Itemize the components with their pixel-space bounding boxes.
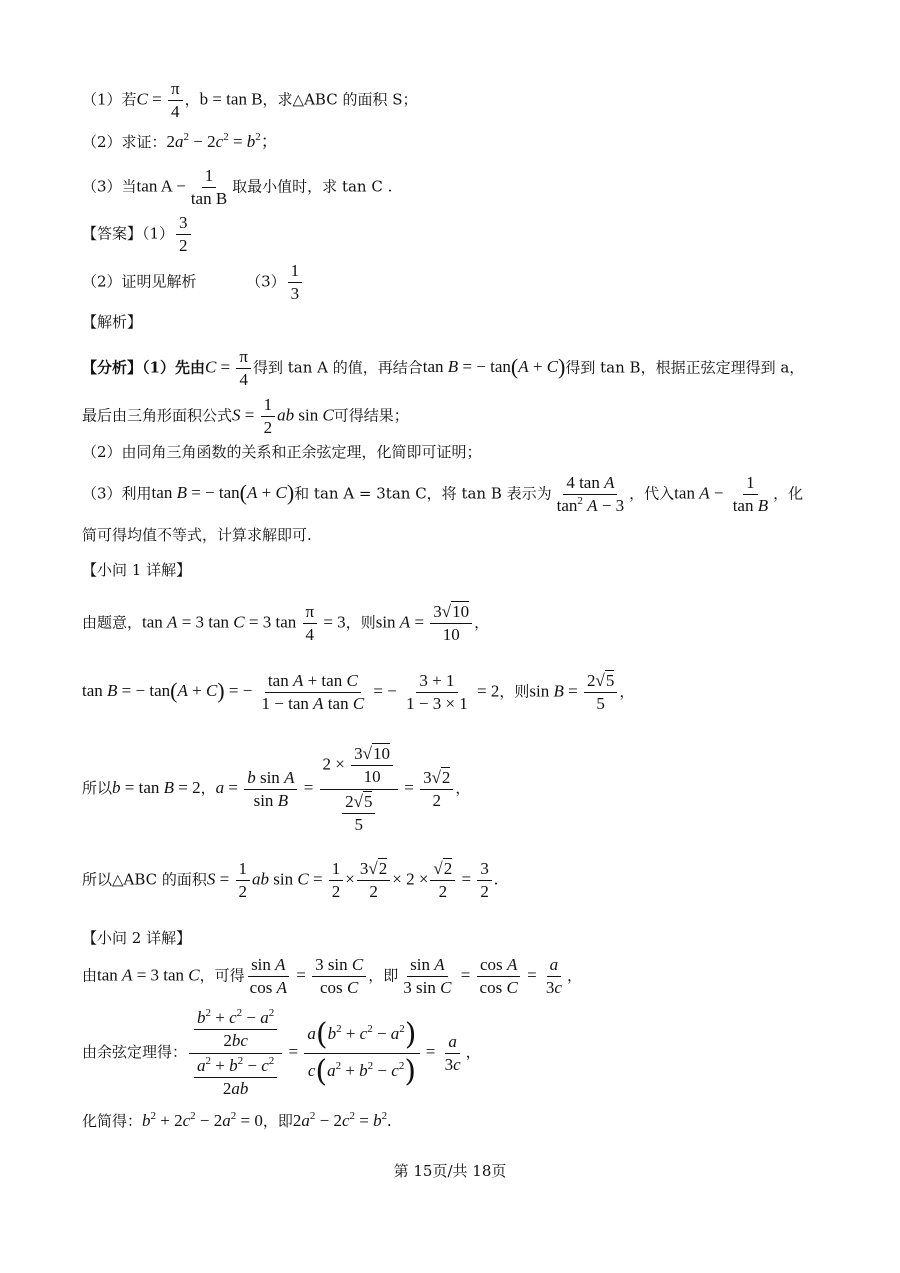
sub2-line1b: ，可得 — [199, 966, 245, 985]
q3-suffix: 取最小值时，求 tan C . — [232, 177, 393, 196]
sub1-line2: tan B = − tan(A + C) = − $\frac{\text{tan A + tan C}}{\text{1 − tan A tan C}}$ = − $\frac{3 + 1}{1 - 3 \times 1}$ = 2，则sin B = $\frac{2√5}{5}$ ， — [82, 671, 635, 713]
sub2-line2: 由余弦定理得： $\frac{\frac{b^2 + c^2 - a^2}{2bc}}{\frac{a^2 + b^2 - c^2}{2ab}}$ = $\frac{a(b^2 + c^2 - a^2)}{c(a^2 + b^2 - c^2)}$ = $\frac{a}{3c}$ ， — [82, 1007, 481, 1098]
jiexi-label: 【解析】 — [82, 313, 143, 331]
question-2-line — [82, 133, 278, 150]
q3-tan-a: tan A − — [136, 176, 186, 196]
sub1-line1: 由题意，tan A = 3 tan C = 3 tan $\frac{\pi}{4}$ = 3，则sin A = $\frac{3√10}{10}$ ， — [82, 602, 490, 644]
answer-label: 【答案】（1） — [82, 224, 175, 243]
sub2-line1c: ，即 — [368, 966, 399, 985]
analysis-1b: 得到 tan B，根据正弦定理得到 a， — [565, 358, 805, 377]
answer-2-text: （2）证明见解析 — [82, 272, 197, 291]
q3-fraction: $\frac{1}{\text{tan B}}$ — [190, 166, 228, 208]
q2-text: （2）求证： — [82, 133, 167, 151]
sub1-line1b: ，则 — [345, 613, 376, 632]
sub2-line1a: 由 — [82, 966, 98, 985]
sub2-line1: 由tan A = 3 tan C，可得 $\frac{\text{sin A}}{\text{cos A}}$ = $\frac{\text{3 sin C}}{\text{cos C}}$ ，即 $\frac{\text{sin A}}{\text{3 sin C}}$ = $\frac{\text{cos A}}{\text{cos C}}$ = $\frac{a}{3c}$ ， — [82, 955, 582, 997]
sub2-label: 【小问 2 详解】 — [82, 929, 192, 947]
sub2-line3: 化简得：$b^2 + 2c^2 - 2a^2 = 0$，即$2a^2 - 2c^2 = b^2$. — [82, 1110, 392, 1130]
sub1-label: 【小问 1 详解】 — [82, 561, 192, 579]
answer-3-label: （3） — [246, 272, 286, 291]
q1-pi-over-4: $\frac{\pi}{4}$ — [168, 80, 183, 121]
page-footer: 第 15页/共 18页 — [393, 1162, 507, 1180]
q1-ask: ，求△ABC 的面积 S； — [262, 90, 418, 109]
sub1-line4a: 所以△ABC 的面积 — [82, 870, 207, 889]
question-3-line — [82, 167, 392, 208]
analysis-1-line: 【分析】（1）先由C = $\frac{\pi}{4}$ 得到 tan A 的值，再结合tan B = − tan(A + C)得到 tan B，根据正弦定理得到 a， — [82, 347, 805, 389]
q1-var-c: C — [136, 89, 148, 109]
sub1-line3: 所以b = tan B = 2，a = $\frac{\text{b sin A}}{\text{sin B}}$ = 2 × $\frac{3√10}{10}$ $\frac{2√5}{5}$ = $\frac{3√2}{2}$ ， — [82, 744, 471, 834]
sub1-line4: 所以△ABC 的面积S = $\frac{1}{2}$ ab sin C = $\frac{1}{2}$ × $\frac{3√2}{2}$ × 2 × $\frac{√2}{2}$ = $\frac{3}{2}$ . — [82, 859, 499, 901]
q1-cond-b: b = tan B — [199, 89, 263, 109]
answer-1-fraction: $\frac{3}{2}$ — [176, 214, 191, 255]
answer-2-3-line — [82, 262, 304, 303]
sub2-line3b: ，即 — [262, 1112, 293, 1130]
analysis-3c: ，代入 — [629, 484, 675, 503]
analysis-1c: 最后由三角形面积公式 — [82, 406, 233, 425]
analysis-3b: 和 tan A = 3tan C，将 tan B 表示为 — [294, 484, 552, 503]
analysis-3-line: （3）利用tan B = − tan(A + C)和 tan A = 3tan C，将 tan B 表示为 $\frac{\text{4 tan A}}{\tan^2 A - 3}$ ，代入tan A − $\frac{1}{\text{tan B}}$ ，化 — [82, 473, 804, 515]
analysis-1a: 得到 tan A 的值，再结合 — [252, 358, 423, 377]
analysis-3d: ，化 — [773, 484, 804, 503]
sub2-line2a: 由余弦定理得： — [82, 1043, 188, 1062]
analysis-3-line2: 简可得均值不等式，计算求解即可. — [82, 526, 312, 544]
analysis-2-line: （2）由同角三角函数的关系和正余弦定理，化简即可证明； — [82, 443, 482, 461]
answer-3-fraction: $\frac{1}{3}$ — [288, 262, 303, 303]
q3-prefix: （3）当 — [82, 177, 137, 196]
q2-math: $2a^2 - 2c^2 = b^2$； — [166, 131, 278, 151]
analysis-1-line2: 最后由三角形面积公式S = $\frac{1}{2}$ ab sin C可得结果； — [82, 395, 409, 437]
sub1-line3a: 所以 — [82, 779, 113, 798]
answer-line — [82, 214, 193, 255]
analysis-3a: （3）利用 — [82, 484, 152, 503]
question-1-line: （1）若C = $\frac{\pi}{4}$ ，b = tan B，求△ABC 的面积 S； — [82, 79, 418, 121]
analysis-1d: 可得结果； — [333, 406, 409, 425]
sub2-line3a: 化简得： — [82, 1112, 143, 1130]
sub1-line1a: 由题意， — [82, 613, 143, 632]
analysis-label: 【分析】（1）先由 — [82, 358, 205, 377]
q1-prefix: （1）若 — [82, 90, 137, 109]
